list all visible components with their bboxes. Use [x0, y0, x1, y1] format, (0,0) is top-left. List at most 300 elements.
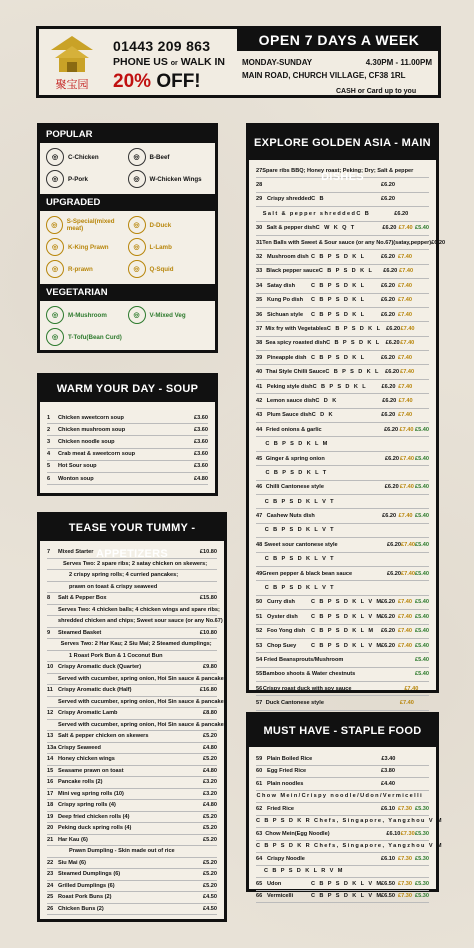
dish-icon: ◎	[128, 306, 146, 324]
item-price: £6.20	[382, 225, 397, 232]
item-codes: C W K Q T	[315, 225, 356, 232]
item-name: Cashew Nuts dish	[266, 513, 315, 520]
staple-title: MUST HAVE - STAPLE FOOD	[249, 715, 436, 747]
item-name: Salt & pepper dish	[266, 225, 316, 232]
item-number: 4	[47, 451, 51, 458]
item-number: 6	[47, 475, 51, 482]
item-name: Serves Two: 2 spare ribs; 2 satay chicken on skewers;	[62, 560, 208, 567]
item-number: 8	[47, 595, 51, 602]
dish-icon: ◎	[128, 260, 146, 278]
item-name: Deep fried chicken rolls (4)	[58, 813, 130, 820]
mains-title: EXPLORE GOLDEN ASIA - MAIN DISHES	[249, 126, 436, 160]
item-price: £6.20	[394, 210, 409, 217]
item-name: Served with cucumber, spring onion, Hoi Sin sauce & pancakes	[58, 675, 227, 682]
item-price: £6.20	[385, 369, 400, 376]
menu-row	[256, 236, 446, 250]
item-price-veg: £5.30	[415, 880, 429, 887]
dish-icon: ◎	[128, 216, 146, 234]
key-code-label: S-Special(mixed meat)	[66, 218, 115, 232]
menu-row	[256, 803, 429, 816]
menu-row	[47, 412, 208, 424]
item-price: £5.20	[203, 836, 217, 843]
menu-row	[256, 841, 443, 854]
item-price-veg: £5.30	[415, 805, 429, 812]
menu-row	[256, 639, 429, 653]
item-price-veg: £5.40	[415, 642, 429, 649]
menu-row	[256, 553, 429, 567]
dish-icon: ◎	[128, 148, 146, 166]
item-number: 29	[256, 196, 263, 203]
item-price-upgraded: £7.40	[404, 685, 419, 692]
item-number: 48	[256, 541, 263, 548]
item-name: Served with cucumber, spring onion, Hoi Sin sauce & pancakes	[58, 721, 227, 728]
menu-row	[256, 207, 429, 221]
item-price-upgraded: £7.40	[398, 354, 412, 361]
menu-row	[256, 567, 429, 581]
item-price-veg: £5.40	[415, 513, 429, 520]
item-price-upgraded: £7.40	[399, 426, 414, 433]
item-number: 66	[256, 893, 263, 900]
item-number: 21	[47, 836, 54, 843]
item-price-veg: £5.40	[415, 628, 429, 635]
item-price: £6.20	[385, 340, 400, 347]
item-name: Crispy shredded	[266, 196, 312, 203]
menu-row	[256, 466, 429, 480]
menu-row	[256, 625, 429, 639]
item-name: Serves Two: 2 Har Kau; 2 Siu Mai; 2 Steamed dumplings;	[60, 641, 212, 648]
dish-icon: ◎	[46, 328, 64, 346]
item-price-veg: £5.40	[415, 225, 429, 232]
item-number: 42	[256, 397, 263, 404]
soup-title: WARM YOUR DAY - SOUP	[40, 376, 215, 402]
menu-row	[256, 891, 429, 904]
item-price: £6.20	[382, 397, 397, 404]
item-number: 57	[256, 700, 263, 707]
key-item	[46, 328, 128, 346]
item-name: Salt & Pepper Box	[58, 595, 107, 602]
key-panel	[37, 123, 218, 353]
item-price: £5.20	[203, 859, 217, 866]
menu-row	[47, 605, 220, 617]
dish-icon: ◎	[128, 238, 146, 256]
menu-row	[256, 610, 429, 624]
menu-row	[47, 628, 217, 640]
menu-row	[47, 593, 217, 605]
item-number: 19	[47, 813, 54, 820]
item-name: Chicken sweetcorn soup	[58, 414, 124, 421]
item-number: 50	[256, 599, 263, 606]
item-name: Egg Fried Rice	[267, 768, 307, 775]
item-name: Salt & pepper shredded	[262, 210, 357, 217]
key-item	[46, 170, 128, 188]
menu-row	[256, 294, 429, 308]
item-number: 49	[256, 570, 263, 577]
item-name: Honey chicken wings	[58, 756, 115, 763]
item-name: C B P S D K L V T	[264, 585, 335, 592]
menu-row	[47, 651, 217, 663]
item-name: Ten Balls with Sweet & Sour sauce (or any No.67)(satay,pepper)	[262, 239, 432, 246]
item-name: Crispy Aromatic Lamb	[58, 710, 118, 717]
restaurant-logo	[45, 32, 99, 94]
item-price: £10.80	[199, 549, 217, 556]
item-number: 65	[256, 880, 263, 887]
item-number: 56	[256, 685, 263, 692]
menu-row	[256, 337, 429, 351]
item-price: £3.60	[194, 463, 208, 470]
item-number: 22	[47, 859, 54, 866]
item-number: 38	[256, 340, 263, 347]
item-price-upgraded: £7.40	[399, 455, 414, 462]
menu-row	[47, 720, 227, 732]
item-name: Chicken mushroom soup	[58, 426, 126, 433]
item-number: 25	[47, 894, 54, 901]
dish-icon: ◎	[46, 170, 64, 188]
item-codes: C B P S D K L V M	[311, 613, 383, 620]
item-number: 5	[47, 463, 51, 470]
item-codes: C B P S D K L	[326, 325, 382, 332]
item-name: Bamboo shoots & Water chestnuts	[262, 671, 356, 678]
item-name: C B P S D K L V T	[264, 498, 335, 505]
item-number: 62	[256, 805, 263, 812]
menu-row	[256, 265, 429, 279]
item-price-upgraded: £7.30	[400, 830, 415, 837]
dish-icon: ◎	[46, 260, 64, 278]
item-name: Crispy roast duck with soy sauce	[262, 685, 352, 692]
item-price-veg: £5.40	[415, 541, 430, 548]
menu-row	[256, 409, 429, 423]
item-name: Served with cucumber, spring onion, Hoi Sin sauce & pancakes	[58, 698, 227, 705]
item-price-upgraded: £7.40	[398, 513, 413, 520]
menu-row	[47, 881, 217, 893]
item-price: £5.20	[203, 825, 217, 832]
key-code-label: V-Mixed Veg	[149, 311, 186, 319]
item-number: 39	[256, 354, 263, 361]
key-item	[128, 148, 210, 166]
item-name: Curry dish	[267, 599, 295, 606]
item-price: £4.80	[203, 744, 217, 751]
item-number: 51	[256, 613, 263, 620]
menu-row	[256, 481, 429, 495]
item-name: Pineapple dish	[267, 354, 307, 361]
item-price: £3.60	[194, 414, 208, 421]
menu-row	[256, 538, 429, 552]
item-name: Ginger & spring onion	[265, 455, 325, 462]
menu-row	[47, 869, 217, 881]
item-number: 44	[256, 426, 263, 433]
item-number: 60	[256, 768, 263, 775]
item-name: Mini veg spring rolls (10)	[58, 790, 124, 797]
item-name: Roast Pork Buns (2)	[58, 894, 112, 901]
menu-row	[47, 777, 217, 789]
item-name: Crab meat & sweetcorn soup	[58, 451, 136, 458]
menu-row	[47, 812, 217, 824]
item-name: Plain Boiled Rice	[266, 755, 313, 762]
menu-row	[47, 639, 217, 651]
item-name: Prawn Dumpling - Skin made out of rice	[69, 848, 175, 855]
key-code-label: R-prawn	[68, 265, 93, 273]
menu-row	[256, 193, 429, 207]
item-codes: C B P S D K L	[311, 254, 366, 261]
key-item	[128, 238, 210, 256]
menu-row	[256, 596, 429, 610]
menu-row	[256, 696, 429, 710]
item-price: £6.20	[381, 196, 396, 203]
item-name: Satay dish	[267, 282, 295, 289]
item-price-upgraded: £7.30	[398, 880, 412, 887]
menu-row	[47, 616, 223, 628]
item-price: £6.20	[381, 628, 395, 635]
item-name: Chicken noodle soup	[58, 438, 115, 445]
item-price: £6.20	[387, 541, 402, 548]
item-name: Vermicelli	[267, 893, 294, 900]
item-number: 52	[256, 628, 263, 635]
item-number: 18	[47, 802, 54, 809]
item-number: 10	[47, 664, 54, 671]
soup-panel	[37, 373, 218, 496]
item-name: Fried Rice	[267, 805, 295, 812]
menu-row	[47, 835, 217, 847]
item-number: 9	[47, 629, 51, 636]
item-price: £6.20	[381, 613, 395, 620]
item-price: £6.20	[381, 383, 396, 390]
menu-row	[47, 800, 217, 812]
appetizers-panel	[37, 512, 227, 922]
menu-row	[256, 452, 429, 466]
menu-row	[256, 581, 429, 595]
menu-row	[47, 559, 217, 571]
item-price: £6.20	[381, 297, 395, 304]
item-price: £6.20	[384, 484, 399, 491]
item-number: 16	[47, 779, 54, 786]
key-code-label: B-Beef	[149, 153, 170, 161]
item-number: 47	[256, 513, 263, 520]
item-price: £5.20	[203, 882, 217, 889]
item-name: Duck Cantonese style	[265, 700, 324, 707]
item-name: Mushroom dish	[267, 254, 309, 261]
item-name: Peking duck spring rolls (4)	[58, 825, 132, 832]
menu-row	[256, 437, 429, 451]
item-price-upgraded: £7.40	[398, 628, 412, 635]
item-name: Grilled Dumplings (6)	[58, 882, 115, 889]
item-number: 35	[256, 297, 263, 304]
item-name: Mix fry with Vegetables	[265, 325, 327, 332]
item-price: £6.20	[381, 311, 395, 318]
item-name: Steamed Dumplings (6)	[58, 871, 121, 878]
item-number: 13a	[47, 744, 57, 751]
item-price: £6.20	[387, 570, 401, 577]
item-price: £6.50	[381, 880, 395, 887]
item-price-upgraded: £7.40	[398, 383, 413, 390]
item-price: £4.50	[203, 894, 217, 901]
dish-icon: ◎	[46, 238, 64, 256]
item-price-upgraded: £7.30	[398, 893, 412, 900]
item-price: £6.20	[382, 513, 397, 520]
menu-row	[256, 791, 429, 804]
key-item	[128, 260, 210, 278]
item-price-veg: £5.30	[415, 893, 429, 900]
item-price: £6.20	[431, 239, 446, 246]
discount-banner: 20% OFF!	[113, 71, 201, 92]
dish-icon: ◎	[128, 170, 146, 188]
menu-row	[47, 708, 217, 720]
item-name: Chilli Cantonese style	[265, 484, 324, 491]
key-item	[128, 306, 210, 324]
item-name: Serves Two: 4 chicken balls; 4 chicken wings and spare ribs;	[58, 606, 220, 613]
item-name: C B P S D K L V T	[264, 556, 335, 563]
menu-row	[256, 653, 429, 667]
item-name: C B P S D K R Chefs, Singapore, Yangzhou V M	[256, 818, 443, 825]
item-codes: C B P S D K L V M	[311, 642, 383, 649]
menu-row	[256, 509, 429, 523]
item-name: C B P S D K R Chefs, Singapore, Yangzhou V M	[256, 843, 443, 850]
item-price-upgraded: £7.40	[399, 700, 414, 707]
item-price: £4.40	[381, 780, 395, 787]
item-name: Crispy Aromatic duck (Half)	[58, 687, 132, 694]
item-price-veg: £5.30	[415, 855, 429, 862]
item-codes: C B P S D K L	[325, 369, 380, 376]
menu-row	[256, 380, 429, 394]
opening-hours: MONDAY-SUNDAY 4.30PM - 11.00PM MAIN ROAD, CHURCH VILLAGE, CF38 1RL	[242, 58, 432, 80]
menu-row	[47, 674, 227, 686]
vegetarian-title: VEGETARIAN	[40, 284, 215, 301]
menu-row	[47, 731, 217, 743]
key-code-label: P-Pork	[68, 175, 88, 183]
item-price-upgraded: £7.40	[399, 268, 414, 275]
item-number: 23	[47, 871, 54, 878]
svg-text:聚宝园: 聚宝园	[55, 78, 89, 91]
item-price-upgraded: £7.40	[398, 613, 412, 620]
item-price-veg: £5.40	[415, 599, 429, 606]
item-price: £4.80	[203, 767, 217, 774]
item-name: Har Kau (6)	[58, 836, 88, 843]
item-price: £4.50	[203, 905, 217, 912]
item-price: £6.10	[381, 855, 395, 862]
item-name: Sea spicy roasted dish	[265, 340, 327, 347]
item-number: 24	[47, 882, 54, 889]
item-price: £6.20	[381, 412, 396, 419]
item-price: £15.80	[199, 595, 217, 602]
menu-row	[47, 846, 217, 858]
menu-row	[256, 394, 429, 408]
key-item	[128, 170, 210, 188]
item-codes: C B P S D K L V M	[311, 893, 383, 900]
item-price: £10.80	[199, 629, 217, 636]
menu-row	[47, 904, 217, 916]
item-name: Crispy Noodle	[267, 855, 305, 862]
dish-icon: ◎	[46, 148, 64, 166]
item-number: 64	[256, 855, 263, 862]
item-number: 20	[47, 825, 54, 832]
key-code-label: W-Chicken Wings	[149, 175, 202, 183]
item-price-upgraded: £7.40	[400, 369, 415, 376]
item-name: Black pepper sauce	[266, 268, 319, 275]
item-name: C B P S D K L T	[265, 469, 328, 476]
item-price: £5.20	[203, 813, 217, 820]
menu-row	[256, 682, 429, 696]
item-name: Crispy spring rolls (4)	[58, 802, 116, 809]
item-name: shredded chicken and chips; Sweet sour sauce (or any No.67)	[58, 618, 223, 625]
item-name: Seasame prawn on toast	[58, 767, 124, 774]
key-item	[46, 306, 128, 324]
item-price-upgraded: £7.40	[401, 541, 416, 548]
key-item	[46, 260, 128, 278]
item-name: Plain noodles	[267, 780, 304, 787]
item-price: £6.20	[386, 325, 401, 332]
item-price-upgraded: £7.30	[398, 855, 412, 862]
item-name: Foo Yong dish	[267, 628, 306, 635]
item-price-upgraded: £7.40	[398, 397, 413, 404]
menu-row	[256, 423, 429, 437]
item-number: 32	[256, 254, 263, 261]
menu-row	[47, 570, 217, 582]
item-price-veg: £5.40	[415, 656, 429, 663]
item-price-upgraded: £7.40	[399, 484, 414, 491]
item-name: Fried Beansprouts/Mushroom	[263, 656, 344, 663]
menu-row	[47, 473, 208, 485]
item-number: 63	[256, 830, 263, 837]
appetizers-title: TEASE YOUR TUMMY - APPETIZERS	[40, 515, 224, 541]
key-item	[46, 148, 128, 166]
menu-row	[256, 828, 429, 841]
item-number: 36	[256, 311, 263, 318]
popular-title: POPULAR	[40, 126, 215, 143]
item-price: £16.80	[199, 687, 217, 694]
item-name: prawn on toast & crispy seaweed	[69, 583, 158, 590]
item-name: Chicken Buns (2)	[58, 905, 104, 912]
item-number: 3	[47, 438, 51, 445]
item-name: Steamed Basket	[58, 629, 102, 636]
item-name: Chop Suey	[267, 642, 297, 649]
item-codes: C B P S D K L	[311, 311, 366, 318]
menu-row	[256, 351, 429, 365]
item-number: 31	[256, 239, 263, 246]
item-name: Lemon sauce dish	[266, 397, 316, 404]
item-number: 55	[256, 671, 263, 678]
item-price-upgraded: £7.40	[398, 311, 412, 318]
staple-panel	[246, 712, 443, 900]
menu-row	[256, 753, 429, 766]
item-name: Crispy Seaweed	[58, 744, 101, 751]
item-number: 61	[256, 780, 263, 787]
item-price: £6.10	[386, 830, 401, 837]
key-code-label: T-Tofu(Bean Curd)	[68, 333, 122, 341]
mains-panel	[246, 123, 446, 707]
phone-number[interactable]: 01443 209 863	[113, 38, 211, 54]
item-price: £6.20	[381, 182, 395, 189]
open-banner: OPEN 7 DAYS A WEEK	[237, 29, 441, 51]
item-price-upgraded: £7.40	[398, 412, 413, 419]
menu-row	[256, 308, 429, 322]
item-price-veg: £5.40	[415, 671, 430, 678]
item-price-upgraded: £7.40	[398, 254, 412, 261]
item-name: Salt & pepper chicken on skewers	[58, 733, 149, 740]
menu-row	[47, 662, 217, 674]
item-name: C B P S D K L M	[265, 441, 329, 448]
item-codes: C D K	[315, 397, 338, 404]
menu-row	[256, 668, 429, 682]
item-name: 2 crispy spring rolls; 4 curried pancakes;	[69, 572, 179, 579]
item-price-veg: £5.40	[415, 484, 430, 491]
item-price: £5.20	[203, 733, 217, 740]
item-codes: C D K	[311, 412, 334, 419]
item-number: 13	[47, 733, 54, 740]
key-code-label: C-Chicken	[68, 153, 99, 161]
menu-row	[256, 279, 429, 293]
item-price: £3.20	[203, 790, 217, 797]
item-name: Hot Sour soup	[58, 463, 97, 470]
item-name: Plum Sauce dish	[266, 412, 312, 419]
item-codes: C B P S D K L	[311, 354, 366, 361]
